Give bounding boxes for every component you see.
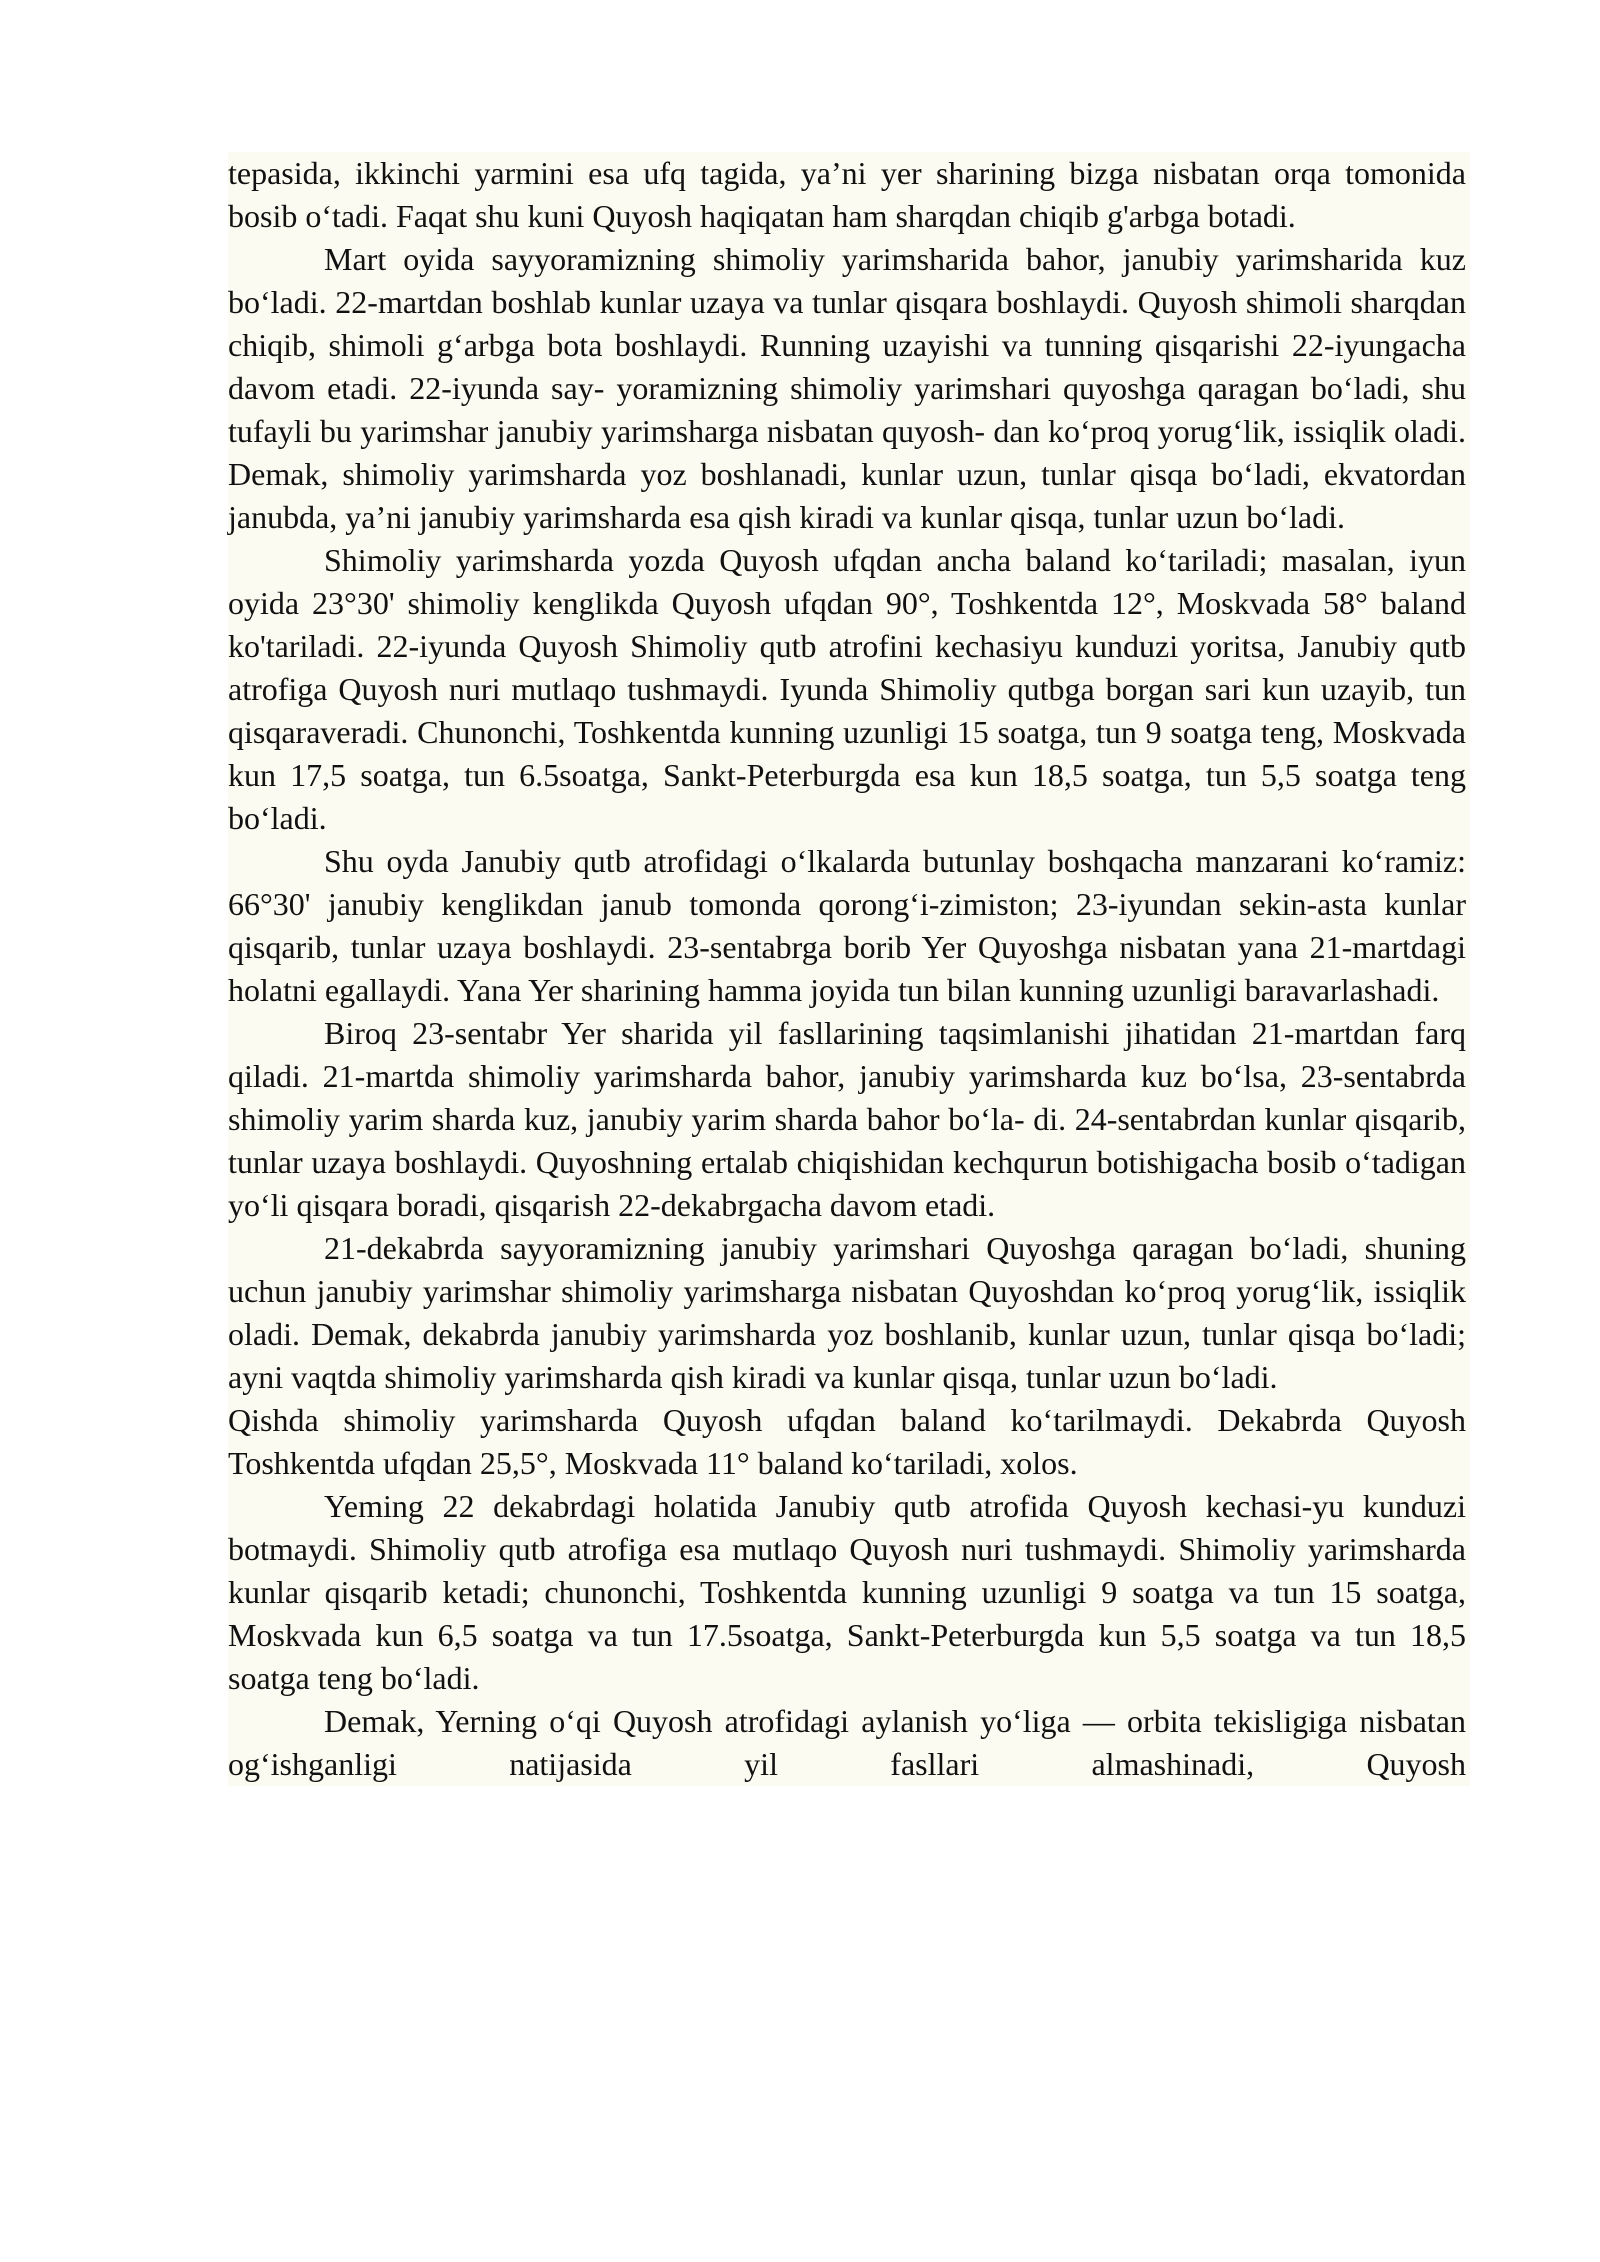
paragraph-5: Biroq 23-sentabr Yer sharida yil fasllarining taqsimlanishi jihatidan 21-martdan farq qiladi. 21-martda shimoliy yarimsharda bahor, janubiy yarimsharda kuz bo‘lsa, 23-sentabrda shimoliy yarim sharda kuz, janubiy yarim sharda bahor bo‘la- di. 24-sentabrdan kunlar qisqarib, tunlar uzaya boshlaydi. Quyoshning ertalab chiqishidan kechqurun botishigacha bosib o‘tadigan yo‘li qisqara boradi, qisqarish 22-dekabrgacha davom etadi. bbox=[228, 1012, 1470, 1227]
paragraph-8: Yeming 22 dekabrdagi holatida Janubiy qutb atrofida Quyosh kechasi-yu kunduzi botmaydi. Shimoliy qutb atrofiga esa mutlaqo Quyosh nuri tushmaydi. Shimoliy yarimsharda kunlar qisqarib ketadi; chunonchi, Toshkentda kunning uzunligi 9 soatga va tun 15 soatga, Moskvada kun 6,5 soatga va tun 17.5soatga, Sankt-Peterburgda kun 5,5 soatga va tun 18,5 soatga teng bo‘ladi. bbox=[228, 1485, 1470, 1700]
paragraph-7: Qishda shimoliy yarimsharda Quyosh ufqdan baland ko‘tarilmaydi. Dekabrda Quyosh Toshkentda ufqdan 25,5°, Moskvada 11° baland ko‘tariladi, xolos. bbox=[228, 1399, 1470, 1485]
paragraph-6: 21-dekabrda sayyoramizning janubiy yarimshari Quyoshga qaragan bo‘ladi, shuning uchun janubiy yarimshar shimoliy yarimsharga nisbatan Quyoshdan ko‘proq yorug‘lik, issiqlik oladi. Demak, dekabrda janubiy yarimsharda yoz boshlanib, kunlar uzun, tunlar qisqa bo‘ladi; ayni vaqtda shimoliy yarimsharda qish kiradi va kunlar qisqa, tunlar uzun bo‘ladi. bbox=[228, 1227, 1470, 1399]
paragraph-1: tepasida, ikkinchi yarmini esa ufq tagida, ya’ni yer sharining bizga nisbatan orqa tomonida bosib o‘tadi. Faqat shu kuni Quyosh haqiqatan ham sharqdan chiqib g'arbga botadi. bbox=[228, 152, 1470, 238]
paragraph-3: Shimoliy yarimsharda yozda Quyosh ufqdan ancha baland ko‘tariladi; masalan, iyun oyida 23°30' shimoliy kenglikda Quyosh ufqdan 90°, Toshkentda 12°, Moskvada 58° baland ko'tariladi. 22-iyunda Quyosh Shimoliy qutb atrofini kechasiyu kunduzi yoritsa, Janubiy qutb atrofiga Quyosh nuri mutlaqo tushmaydi. Iyunda Shimoliy qutbga borgan sari kun uzayib, tun qisqaraveradi. Chunonchi, Toshkentda kunning uzunligi 15 soatga, tun 9 soatga teng, Moskvada kun 17,5 soatga, tun 6.5soatga, Sankt-Peterburgda esa kun 18,5 soatga, tun 5,5 soatga teng bo‘ladi. bbox=[228, 539, 1470, 840]
paragraph-9: Demak, Yerning o‘qi Quyosh atrofidagi aylanish yo‘liga — orbita tekisligiga nisbatan og‘ishganligi natijasida yil fasllari almashinadi, Quyosh bbox=[228, 1700, 1470, 1786]
paragraph-4: Shu oyda Janubiy qutb atrofidagi o‘lkalarda butunlay boshqacha manzarani ko‘ramiz: 66°30' janubiy kenglikdan janub tomonda qorong‘i-zimiston; 23-iyundan sekin-asta kunlar qisqarib, tunlar uzaya boshlaydi. 23-sentabrga borib Yer Quyoshga nisbatan yana 21-martdagi holatni egallaydi. Yana Yer sharining hamma joyida tun bilan kunning uzunligi baravarlashadi. bbox=[228, 840, 1470, 1012]
paragraph-2: Mart oyida sayyoramizning shimoliy yarimsharida bahor, janubiy yarimsharida kuz bo‘ladi. 22-martdan boshlab kunlar uzaya va tunlar qisqara boshlaydi. Quyosh shimoli sharqdan chiqib, shimoli g‘arbga bota boshlaydi. Running uzayishi va tunning qisqarishi 22-iyungacha davom etadi. 22-iyunda say- yoramizning shimoliy yarimshari quyoshga qaragan bo‘ladi, shu tufayli bu yarimshar janubiy yarimsharga nisbatan quyosh- dan ko‘proq yorug‘lik, issiqlik oladi. Demak, shimoliy yarimsharda yoz boshlanadi, kunlar uzun, tunlar qisqa bo‘ladi, ekvatordan janubda, ya’ni janubiy yarimsharda esa qish kiradi va kunlar qisqa, tunlar uzun bo‘ladi. bbox=[228, 238, 1470, 539]
body-text bbox=[228, 152, 1470, 1786]
